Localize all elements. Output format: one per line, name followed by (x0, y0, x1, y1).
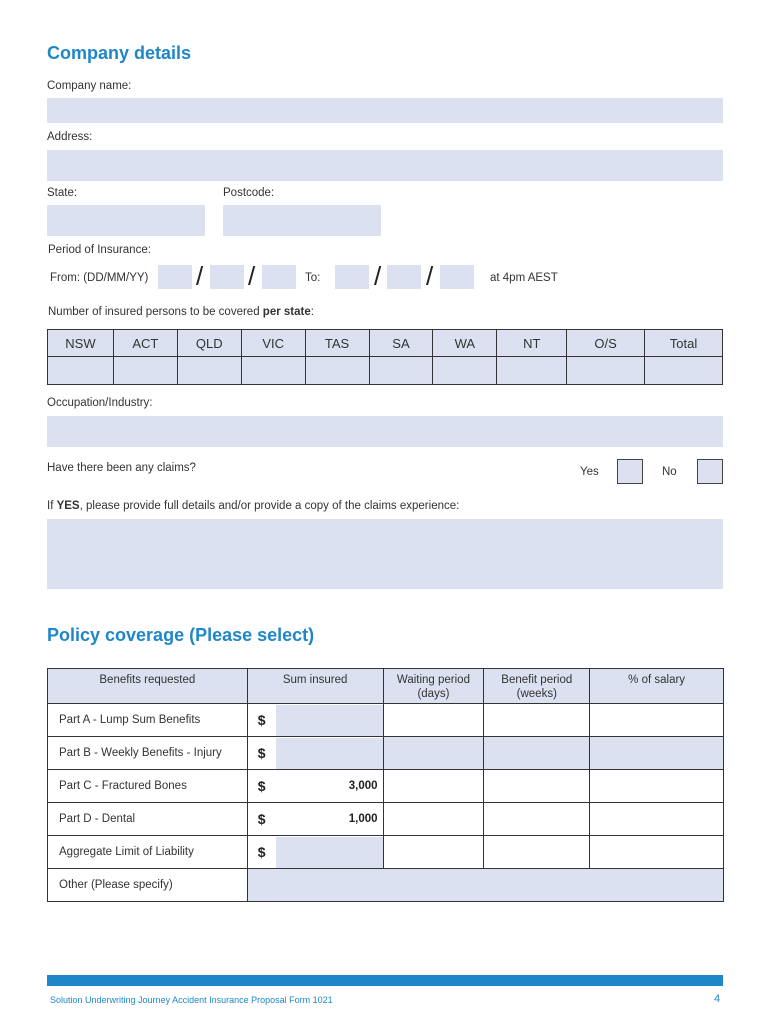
from-month-field[interactable] (210, 265, 244, 289)
state-value-nt[interactable] (497, 357, 567, 385)
state-header-tas: TAS (305, 330, 369, 357)
date-separator: / (196, 261, 204, 291)
benefit-period-field[interactable] (484, 803, 590, 836)
state-value-total[interactable] (645, 357, 723, 385)
policy-row (48, 836, 724, 869)
sum-insured-cell (247, 737, 383, 770)
claims-yes-label: Yes (580, 466, 599, 478)
dollar-sign: $ (257, 844, 266, 860)
persons-per-state-label: Number of insured persons to be covered per state: (48, 306, 314, 318)
to-day-field[interactable] (335, 265, 369, 289)
waiting-period-field[interactable] (383, 704, 484, 737)
salary-field[interactable] (590, 770, 724, 803)
sum-insured-cell (247, 836, 383, 869)
from-label: From: (DD/MM/YY) (50, 272, 149, 284)
policy-row (48, 803, 724, 836)
period-label: Period of Insurance: (48, 244, 151, 256)
header-benefit-period: Benefit period (weeks) (484, 669, 590, 704)
policy-row (48, 737, 724, 770)
sum-insured-cell (247, 803, 383, 836)
state-header-vic: VIC (241, 330, 305, 357)
benefit-name: Part B - Weekly Benefits - Injury (48, 737, 248, 770)
claims-yes-checkbox[interactable] (617, 459, 643, 484)
state-header-sa: SA (369, 330, 433, 357)
claims-detail-label: If YES, please provide full details and/or provide a copy of the claims experience: (47, 500, 460, 512)
claims-question: Have there been any claims? (47, 462, 196, 474)
persons-per-state-table (47, 329, 723, 385)
benefit-name: Part D - Dental (48, 803, 248, 836)
waiting-period-field[interactable] (383, 836, 484, 869)
claims-no-checkbox[interactable] (697, 459, 723, 484)
sum-insured-field[interactable] (276, 738, 383, 769)
date-separator: / (374, 261, 382, 291)
address-label: Address: (47, 131, 93, 143)
sum-insured-field[interactable] (276, 705, 383, 736)
at-time-label: at 4pm AEST (490, 272, 558, 284)
state-value-wa[interactable] (433, 357, 497, 385)
state-field[interactable] (47, 205, 205, 236)
benefit-period-field[interactable] (484, 737, 590, 770)
state-value-os[interactable] (567, 357, 645, 385)
state-header-wa: WA (433, 330, 497, 357)
from-year-field[interactable] (262, 265, 296, 289)
state-value-vic[interactable] (241, 357, 305, 385)
footer-form-title: Solution Underwriting Journey Accident Insurance Proposal Form 1021 (50, 995, 333, 1005)
waiting-period-field[interactable] (383, 737, 484, 770)
sum-insured-cell (247, 704, 383, 737)
state-header-total: Total (645, 330, 723, 357)
header-sum-insured: Sum insured (247, 669, 383, 704)
sum-insured-value: 3,000 (276, 771, 383, 802)
dollar-sign: $ (257, 745, 266, 761)
state-header-os: O/S (567, 330, 645, 357)
state-value-qld[interactable] (177, 357, 241, 385)
state-value-tas[interactable] (305, 357, 369, 385)
benefit-name: Part A - Lump Sum Benefits (48, 704, 248, 737)
to-month-field[interactable] (387, 265, 421, 289)
policy-coverage-title: Policy coverage (Please select) (47, 625, 315, 645)
state-value-sa[interactable] (369, 357, 433, 385)
benefit-period-field[interactable] (484, 704, 590, 737)
salary-field[interactable] (590, 803, 724, 836)
state-header-qld: QLD (177, 330, 241, 357)
company-name-label: Company name: (47, 80, 132, 92)
company-name-field[interactable] (47, 98, 723, 123)
header-salary: % of salary (590, 669, 724, 704)
other-specify-field[interactable] (247, 869, 723, 902)
claims-no-label: No (662, 466, 677, 478)
state-header-nsw: NSW (48, 330, 114, 357)
benefit-name: Part C - Fractured Bones (48, 770, 248, 803)
benefit-period-field[interactable] (484, 836, 590, 869)
postcode-label: Postcode: (223, 187, 275, 199)
salary-field[interactable] (590, 737, 724, 770)
sum-insured-cell (247, 770, 383, 803)
state-header-nt: NT (497, 330, 567, 357)
address-field[interactable] (47, 150, 723, 181)
salary-field[interactable] (590, 836, 724, 869)
salary-field[interactable] (590, 704, 724, 737)
page-number: 4 (714, 993, 721, 1005)
postcode-field[interactable] (223, 205, 381, 236)
occupation-label: Occupation/Industry: (47, 397, 153, 409)
dollar-sign: $ (257, 811, 266, 827)
state-values-row (48, 357, 723, 385)
date-separator: / (426, 261, 434, 291)
policy-row (48, 704, 724, 737)
sum-insured-value: 1,000 (276, 804, 383, 835)
claims-detail-field[interactable] (47, 519, 723, 589)
to-year-field[interactable] (440, 265, 474, 289)
policy-coverage-table (47, 668, 724, 902)
footer-bar (47, 975, 723, 986)
state-header-act: ACT (113, 330, 177, 357)
to-label: To: (305, 272, 321, 284)
header-benefits: Benefits requested (48, 669, 248, 704)
policy-header-row (48, 669, 724, 704)
waiting-period-field[interactable] (383, 770, 484, 803)
from-day-field[interactable] (158, 265, 192, 289)
sum-insured-field[interactable] (276, 837, 383, 868)
company-details-title: Company details (47, 43, 192, 63)
date-separator: / (248, 261, 256, 291)
state-header-row (48, 330, 723, 357)
policy-row-other (48, 869, 724, 902)
header-waiting-period: Waiting period (days) (383, 669, 484, 704)
other-label: Other (Please specify) (48, 869, 248, 902)
policy-row (48, 770, 724, 803)
waiting-period-field[interactable] (383, 803, 484, 836)
dollar-sign: $ (257, 778, 266, 794)
occupation-field[interactable] (47, 416, 723, 447)
benefit-name: Aggregate Limit of Liability (48, 836, 248, 869)
dollar-sign: $ (257, 712, 266, 728)
benefit-period-field[interactable] (484, 770, 590, 803)
state-label: State: (47, 187, 78, 199)
state-value-act[interactable] (113, 357, 177, 385)
state-value-nsw[interactable] (48, 357, 114, 385)
